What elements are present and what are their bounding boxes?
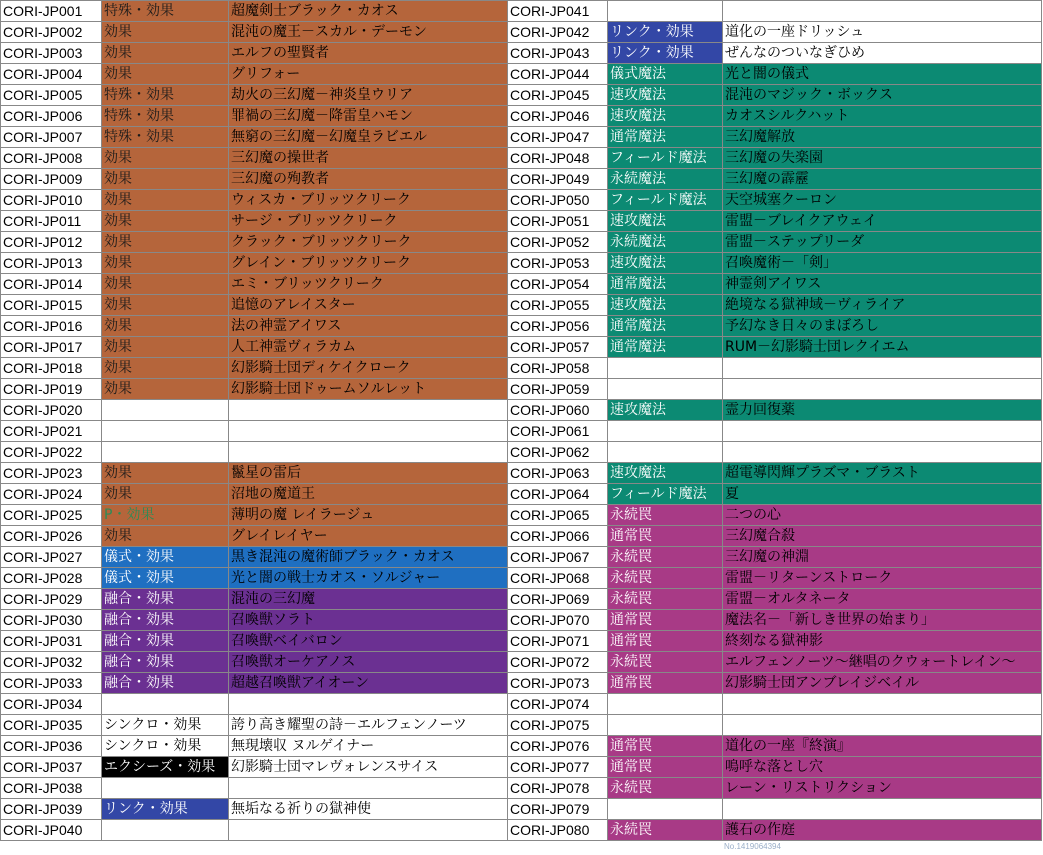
card-code-cell: CORI-JP014 <box>1 274 102 295</box>
card-name-cell: ウィスカ・ブリッツクリーク <box>229 190 508 211</box>
card-name-cell: 予幻なき日々のまぼろし <box>723 316 1042 337</box>
table-row <box>1 232 1042 253</box>
card-code-cell: CORI-JP031 <box>1 631 102 652</box>
card-name-cell: 薄明の魔 レイラージュ <box>229 505 508 526</box>
card-name-cell <box>229 442 508 463</box>
card-type-cell <box>608 799 723 820</box>
table-row <box>1 526 1042 547</box>
card-name-cell: 絶境なる獄神域－ヴィライア <box>723 295 1042 316</box>
card-name-cell <box>723 358 1042 379</box>
card-type-cell: 通常罠 <box>608 673 723 694</box>
table-row <box>1 631 1042 652</box>
card-type-cell: 儀式・効果 <box>102 547 229 568</box>
card-type-cell: 通常罠 <box>608 631 723 652</box>
card-code-cell: CORI-JP059 <box>508 379 608 400</box>
card-code-cell: CORI-JP010 <box>1 190 102 211</box>
card-type-cell: 速攻魔法 <box>608 295 723 316</box>
card-type-cell: 融合・効果 <box>102 652 229 673</box>
card-code-cell: CORI-JP067 <box>508 547 608 568</box>
card-name-cell: エルフの聖賢者 <box>229 43 508 64</box>
card-name-cell: 召喚獣オーケアノス <box>229 652 508 673</box>
card-code-cell: CORI-JP021 <box>1 421 102 442</box>
card-code-cell: CORI-JP053 <box>508 253 608 274</box>
table-row <box>1 505 1042 526</box>
card-code-cell: CORI-JP026 <box>1 526 102 547</box>
card-name-cell: 二つの心 <box>723 505 1042 526</box>
card-code-cell: CORI-JP015 <box>1 295 102 316</box>
card-name-cell <box>229 421 508 442</box>
card-name-cell <box>229 778 508 799</box>
card-type-cell: 通常魔法 <box>608 274 723 295</box>
table-row <box>1 211 1042 232</box>
card-name-cell: 三幻魔の殉教者 <box>229 169 508 190</box>
card-type-cell: 効果 <box>102 379 229 400</box>
card-type-cell: リンク・効果 <box>102 799 229 820</box>
card-code-cell: CORI-JP073 <box>508 673 608 694</box>
card-type-cell: 通常魔法 <box>608 316 723 337</box>
card-code-cell: CORI-JP075 <box>508 715 608 736</box>
card-code-cell: CORI-JP009 <box>1 169 102 190</box>
card-name-cell: 道化の一座『終演』 <box>723 736 1042 757</box>
table-row <box>1 337 1042 358</box>
card-name-cell: 神霊剣アイワス <box>723 274 1042 295</box>
card-code-cell: CORI-JP071 <box>508 631 608 652</box>
card-code-cell: CORI-JP016 <box>1 316 102 337</box>
card-name-cell: カオスシルクハット <box>723 106 1042 127</box>
card-name-cell: 鬣星の雷后 <box>229 463 508 484</box>
card-name-cell <box>723 379 1042 400</box>
card-code-cell: CORI-JP037 <box>1 757 102 778</box>
card-type-cell: 永続罠 <box>608 568 723 589</box>
card-type-cell: 効果 <box>102 169 229 190</box>
card-type-cell: 通常魔法 <box>608 127 723 148</box>
card-name-cell: 無現壊収 ヌルゲイナー <box>229 736 508 757</box>
card-type-cell: フィールド魔法 <box>608 484 723 505</box>
card-name-cell <box>229 694 508 715</box>
card-name-cell: 法の神霊アイワス <box>229 316 508 337</box>
card-name-cell: 沼地の魔道王 <box>229 484 508 505</box>
table-row <box>1 715 1042 736</box>
card-type-cell: 儀式魔法 <box>608 64 723 85</box>
card-type-cell <box>608 421 723 442</box>
card-code-cell: CORI-JP007 <box>1 127 102 148</box>
card-code-cell: CORI-JP060 <box>508 400 608 421</box>
card-name-cell <box>723 715 1042 736</box>
card-type-cell: 通常罠 <box>608 757 723 778</box>
card-code-cell: CORI-JP057 <box>508 337 608 358</box>
card-name-cell: 幻影騎士団アンブレイジベイル <box>723 673 1042 694</box>
card-type-cell: リンク・効果 <box>608 43 723 64</box>
card-code-cell: CORI-JP052 <box>508 232 608 253</box>
card-type-cell <box>608 379 723 400</box>
card-type-cell: 効果 <box>102 316 229 337</box>
card-code-cell: CORI-JP050 <box>508 190 608 211</box>
card-code-cell: CORI-JP080 <box>508 820 608 841</box>
card-code-cell: CORI-JP005 <box>1 85 102 106</box>
card-name-cell: 夏 <box>723 484 1042 505</box>
table-row <box>1 589 1042 610</box>
card-type-cell: 効果 <box>102 463 229 484</box>
card-code-cell: CORI-JP064 <box>508 484 608 505</box>
card-name-cell: 劫火の三幻魔－神炎皇ウリア <box>229 85 508 106</box>
table-row <box>1 421 1042 442</box>
card-code-cell: CORI-JP043 <box>508 43 608 64</box>
card-name-cell <box>723 799 1042 820</box>
table-row <box>1 1 1042 22</box>
card-type-cell: 通常罠 <box>608 526 723 547</box>
card-name-cell: RUM－幻影騎士団レクイエム <box>723 337 1042 358</box>
card-name-cell: 無窮の三幻魔－幻魔皇ラビエル <box>229 127 508 148</box>
card-code-cell: CORI-JP020 <box>1 400 102 421</box>
watermark: No.1419064394 <box>724 842 781 851</box>
card-code-cell: CORI-JP047 <box>508 127 608 148</box>
card-type-cell: 効果 <box>102 253 229 274</box>
card-name-cell: 雷盟－オルタネータ <box>723 589 1042 610</box>
card-name-cell: 混沌のマジック・ボックス <box>723 85 1042 106</box>
card-type-cell: 永続罠 <box>608 589 723 610</box>
card-type-cell: 速攻魔法 <box>608 463 723 484</box>
table-row <box>1 484 1042 505</box>
card-type-cell: 速攻魔法 <box>608 85 723 106</box>
card-type-cell: シンクロ・効果 <box>102 736 229 757</box>
card-name-cell: 人工神霊ヴィラカム <box>229 337 508 358</box>
card-type-cell <box>102 694 229 715</box>
card-name-cell: 道化の一座ドリッシュ <box>723 22 1042 43</box>
card-name-cell: 三幻魔の神淵 <box>723 547 1042 568</box>
card-type-cell: 融合・効果 <box>102 631 229 652</box>
card-code-cell: CORI-JP025 <box>1 505 102 526</box>
card-name-cell: ぜんなのついなぎひめ <box>723 43 1042 64</box>
card-name-cell <box>723 1 1042 22</box>
card-type-cell <box>102 442 229 463</box>
card-code-cell: CORI-JP070 <box>508 610 608 631</box>
card-code-cell: CORI-JP038 <box>1 778 102 799</box>
card-name-cell: 光と闇の儀式 <box>723 64 1042 85</box>
card-code-cell: CORI-JP040 <box>1 820 102 841</box>
card-name-cell: 黒き混沌の魔術師ブラック・カオス <box>229 547 508 568</box>
card-code-cell: CORI-JP063 <box>508 463 608 484</box>
table-row <box>1 169 1042 190</box>
card-code-cell: CORI-JP008 <box>1 148 102 169</box>
table-row <box>1 379 1042 400</box>
card-code-cell: CORI-JP069 <box>508 589 608 610</box>
card-name-cell: 追憶のアレイスター <box>229 295 508 316</box>
card-type-cell: 速攻魔法 <box>608 253 723 274</box>
card-type-cell: 儀式・効果 <box>102 568 229 589</box>
card-type-cell: 速攻魔法 <box>608 106 723 127</box>
card-type-cell: 融合・効果 <box>102 673 229 694</box>
card-code-cell: CORI-JP056 <box>508 316 608 337</box>
card-type-cell: 効果 <box>102 232 229 253</box>
card-type-cell: 特殊・効果 <box>102 1 229 22</box>
table-row <box>1 106 1042 127</box>
card-type-cell <box>608 694 723 715</box>
card-type-cell: 通常罠 <box>608 736 723 757</box>
card-name-cell: 幻影騎士団マレヴォレンスサイス <box>229 757 508 778</box>
card-code-cell: CORI-JP068 <box>508 568 608 589</box>
card-code-cell: CORI-JP034 <box>1 694 102 715</box>
card-code-cell: CORI-JP058 <box>508 358 608 379</box>
card-code-cell: CORI-JP001 <box>1 1 102 22</box>
card-code-cell: CORI-JP054 <box>508 274 608 295</box>
card-type-cell: 通常罠 <box>608 610 723 631</box>
card-code-cell: CORI-JP072 <box>508 652 608 673</box>
card-code-cell: CORI-JP039 <box>1 799 102 820</box>
card-code-cell: CORI-JP004 <box>1 64 102 85</box>
card-type-cell: 融合・効果 <box>102 589 229 610</box>
card-name-cell <box>723 421 1042 442</box>
card-type-cell: 永続罠 <box>608 547 723 568</box>
card-name-cell: 光と闇の戦士カオス・ソルジャー <box>229 568 508 589</box>
table-row <box>1 64 1042 85</box>
card-name-cell: 三幻魔解放 <box>723 127 1042 148</box>
table-row <box>1 547 1042 568</box>
card-code-cell: CORI-JP051 <box>508 211 608 232</box>
card-code-cell: CORI-JP078 <box>508 778 608 799</box>
card-type-cell: 効果 <box>102 484 229 505</box>
card-code-cell: CORI-JP049 <box>508 169 608 190</box>
table-row <box>1 22 1042 43</box>
card-type-cell <box>608 442 723 463</box>
card-code-cell: CORI-JP012 <box>1 232 102 253</box>
card-name-cell: エミ・ブリッツクリーク <box>229 274 508 295</box>
card-type-cell: 効果 <box>102 337 229 358</box>
table-row <box>1 43 1042 64</box>
card-name-cell: 雷盟－ブレイクアウェイ <box>723 211 1042 232</box>
card-code-cell: CORI-JP041 <box>508 1 608 22</box>
card-code-cell: CORI-JP011 <box>1 211 102 232</box>
card-name-cell: 混沌の三幻魔 <box>229 589 508 610</box>
card-type-cell <box>102 820 229 841</box>
card-code-cell: CORI-JP024 <box>1 484 102 505</box>
card-type-cell: 永続魔法 <box>608 169 723 190</box>
table-row <box>1 85 1042 106</box>
card-code-cell: CORI-JP061 <box>508 421 608 442</box>
card-type-cell: 効果 <box>102 64 229 85</box>
table-row <box>1 568 1042 589</box>
table-row <box>1 736 1042 757</box>
card-code-cell: CORI-JP066 <box>508 526 608 547</box>
card-type-cell: フィールド魔法 <box>608 148 723 169</box>
card-type-cell: 効果 <box>102 526 229 547</box>
card-code-cell: CORI-JP022 <box>1 442 102 463</box>
card-name-cell: 天空城塞クーロン <box>723 190 1042 211</box>
card-name-cell: 幻影騎士団ドゥームソルレット <box>229 379 508 400</box>
card-type-cell: 効果 <box>102 295 229 316</box>
table-row <box>1 274 1042 295</box>
card-code-cell: CORI-JP017 <box>1 337 102 358</box>
card-type-cell: 融合・効果 <box>102 610 229 631</box>
card-name-cell: 雷盟－リターンストローク <box>723 568 1042 589</box>
table-row <box>1 820 1042 841</box>
card-type-cell: シンクロ・効果 <box>102 715 229 736</box>
card-type-cell: 通常魔法 <box>608 337 723 358</box>
card-type-cell: 速攻魔法 <box>608 211 723 232</box>
card-type-cell: エクシーズ・効果 <box>102 757 229 778</box>
card-name-cell: 罪禍の三幻魔－降雷皇ハモン <box>229 106 508 127</box>
card-type-cell <box>102 421 229 442</box>
table-row <box>1 694 1042 715</box>
table-row <box>1 442 1042 463</box>
card-code-cell: CORI-JP030 <box>1 610 102 631</box>
card-type-cell: 速攻魔法 <box>608 400 723 421</box>
card-name-cell: 護石の作庭 <box>723 820 1042 841</box>
card-type-cell: 効果 <box>102 190 229 211</box>
card-name-cell: 魔法名－「新しき世界の始まり」 <box>723 610 1042 631</box>
card-code-cell: CORI-JP074 <box>508 694 608 715</box>
card-name-cell <box>229 820 508 841</box>
card-code-cell: CORI-JP036 <box>1 736 102 757</box>
card-name-cell: 誇り高き耀聖の詩－エルフェンノーツ <box>229 715 508 736</box>
card-name-cell: 無垢なる祈りの獄神使 <box>229 799 508 820</box>
card-code-cell: CORI-JP077 <box>508 757 608 778</box>
table-row <box>1 400 1042 421</box>
card-code-cell: CORI-JP033 <box>1 673 102 694</box>
card-name-cell: 超魔剣士ブラック・カオス <box>229 1 508 22</box>
card-type-cell: 永続罠 <box>608 505 723 526</box>
card-name-cell <box>723 694 1042 715</box>
card-code-cell: CORI-JP013 <box>1 253 102 274</box>
table-row <box>1 799 1042 820</box>
card-code-cell: CORI-JP003 <box>1 43 102 64</box>
card-type-cell: 特殊・効果 <box>102 85 229 106</box>
table-row <box>1 253 1042 274</box>
card-code-cell: CORI-JP029 <box>1 589 102 610</box>
card-list-body <box>1 1 1042 841</box>
table-row <box>1 778 1042 799</box>
card-type-cell: P・効果 <box>102 505 229 526</box>
card-name-cell <box>229 400 508 421</box>
card-code-cell: CORI-JP042 <box>508 22 608 43</box>
table-row <box>1 127 1042 148</box>
table-row <box>1 757 1042 778</box>
table-row <box>1 652 1042 673</box>
card-name-cell: 召喚魔術－「剣」 <box>723 253 1042 274</box>
card-type-cell: 効果 <box>102 274 229 295</box>
card-name-cell: グレイレイヤー <box>229 526 508 547</box>
card-name-cell: 鳴呼な落とし穴 <box>723 757 1042 778</box>
card-name-cell: 超電導閃輝プラズマ・ブラスト <box>723 463 1042 484</box>
card-name-cell: 召喚獣ソラト <box>229 610 508 631</box>
card-type-cell <box>608 1 723 22</box>
card-type-cell: 特殊・効果 <box>102 127 229 148</box>
card-code-cell: CORI-JP045 <box>508 85 608 106</box>
card-name-cell <box>723 442 1042 463</box>
card-code-cell: CORI-JP065 <box>508 505 608 526</box>
card-type-cell: 特殊・効果 <box>102 106 229 127</box>
card-code-cell: CORI-JP027 <box>1 547 102 568</box>
card-type-cell <box>608 358 723 379</box>
card-name-cell: レーン・リストリクション <box>723 778 1042 799</box>
card-name-cell: 超越召喚獣アイオーン <box>229 673 508 694</box>
card-type-cell: 効果 <box>102 358 229 379</box>
card-name-cell: 雷盟－ステップリーダ <box>723 232 1042 253</box>
card-type-cell <box>102 400 229 421</box>
card-name-cell: サージ・ブリッツクリーク <box>229 211 508 232</box>
card-type-cell: 永続魔法 <box>608 232 723 253</box>
card-name-cell: 三幻魔合殺 <box>723 526 1042 547</box>
card-type-cell <box>102 778 229 799</box>
card-name-cell: 霊力回復薬 <box>723 400 1042 421</box>
table-row <box>1 358 1042 379</box>
card-name-cell: クラック・ブリッツクリーク <box>229 232 508 253</box>
card-type-cell <box>608 715 723 736</box>
card-type-cell: 永続罠 <box>608 652 723 673</box>
table-row <box>1 148 1042 169</box>
card-code-cell: CORI-JP028 <box>1 568 102 589</box>
card-code-cell: CORI-JP032 <box>1 652 102 673</box>
card-type-cell: 効果 <box>102 211 229 232</box>
card-name-cell: 三幻魔の霹靂 <box>723 169 1042 190</box>
card-code-cell: CORI-JP079 <box>508 799 608 820</box>
card-code-cell: CORI-JP076 <box>508 736 608 757</box>
card-type-cell: 永続罠 <box>608 778 723 799</box>
card-name-cell: 幻影騎士団ディケイクローク <box>229 358 508 379</box>
card-code-cell: CORI-JP023 <box>1 463 102 484</box>
card-code-cell: CORI-JP046 <box>508 106 608 127</box>
card-name-cell: 召喚獣ベイバロン <box>229 631 508 652</box>
table-row <box>1 463 1042 484</box>
card-type-cell: 効果 <box>102 43 229 64</box>
card-code-cell: CORI-JP006 <box>1 106 102 127</box>
card-name-cell: グレイン・ブリッツクリーク <box>229 253 508 274</box>
table-row <box>1 190 1042 211</box>
card-code-cell: CORI-JP002 <box>1 22 102 43</box>
card-code-cell: CORI-JP018 <box>1 358 102 379</box>
card-name-cell: エルフェンノーツ～継唱のクウォートレイン～ <box>723 652 1042 673</box>
card-name-cell: 終刻なる獄神影 <box>723 631 1042 652</box>
card-code-cell: CORI-JP019 <box>1 379 102 400</box>
card-name-cell: 三幻魔の失楽園 <box>723 148 1042 169</box>
table-row <box>1 316 1042 337</box>
card-type-cell: リンク・効果 <box>608 22 723 43</box>
table-row <box>1 610 1042 631</box>
table-row <box>1 673 1042 694</box>
card-code-cell: CORI-JP044 <box>508 64 608 85</box>
card-type-cell: 効果 <box>102 148 229 169</box>
card-name-cell: 三幻魔の操世者 <box>229 148 508 169</box>
card-code-cell: CORI-JP048 <box>508 148 608 169</box>
card-code-cell: CORI-JP035 <box>1 715 102 736</box>
card-code-cell: CORI-JP055 <box>508 295 608 316</box>
card-name-cell: グリフォー <box>229 64 508 85</box>
card-name-cell: 混沌の魔王－スカル・デーモン <box>229 22 508 43</box>
table-row <box>1 295 1042 316</box>
card-type-cell: フィールド魔法 <box>608 190 723 211</box>
card-type-cell: 効果 <box>102 22 229 43</box>
card-code-cell: CORI-JP062 <box>508 442 608 463</box>
card-type-cell: 永続罠 <box>608 820 723 841</box>
